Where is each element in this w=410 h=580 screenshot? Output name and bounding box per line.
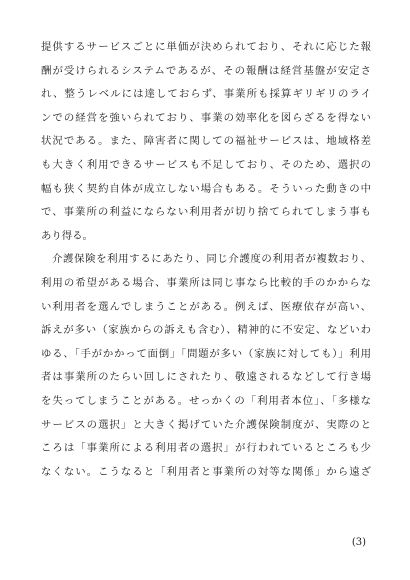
text-line: サービスの選択」と大きく掲げていた介護保険制度が、実際のと: [41, 418, 371, 431]
text-line: ゆる、「手がかかって面倒」「問題が多い（家族に対しても）」利用: [41, 347, 371, 360]
text-line: い利用者を選んでしまうことがある。例えば、医療依存が高い、: [41, 300, 371, 313]
text-line: を失ってしまうことがある。せっかくの「利用者本位」、「多様な: [41, 394, 371, 407]
text-line: れ、整うレベルには達しておらず、事業所も採算ギリギリのライ: [41, 88, 371, 101]
text-line: なくない。こうなると「利用者と事業所の対等な関係」から遠ざ: [41, 465, 371, 478]
text-line: 介護保険を利用するにあたり、同じ介護度の利用者が複数おり、: [41, 253, 371, 266]
text-line: 幅も狭く契約自体が成立しない場合もある。そういった動きの中: [41, 182, 371, 195]
text-line: 酬が受けられるシステムであるが、その報酬は経営基盤が安定さ: [41, 64, 371, 77]
body-text: [41, 36, 371, 484]
text-line: あり得る。: [41, 229, 93, 242]
page-number: (3): [351, 537, 366, 548]
text-line: ンでの経営を強いられており、事業の効率化を図らざるを得ない: [41, 111, 371, 124]
text-line: 訴えが多い（家族からの訴えも含む）、精神的に不安定、などいわ: [41, 324, 371, 337]
text-line: 状況である。また、障害者に関しての福祉サービスは、地域格差: [41, 135, 371, 148]
text-line: 者は事業所のたらい回しにされたり、敬遠されるなどして行き場: [41, 371, 371, 384]
text-line: 利用の希望がある場合、事業所は同じ事なら比較的手のかからな: [41, 276, 371, 289]
text-line: で、事業所の利益にならない利用者が切り捨てられてしまう事も: [41, 206, 371, 219]
text-line: も大きく利用できるサービスも不足しており、そのため、選択の: [41, 158, 371, 171]
text-line: ころは「事業所による利用者の選択」が行われているところも少: [41, 442, 371, 455]
text-line: 提供するサービスごとに単価が決められており、それに応じた報: [41, 41, 371, 53]
